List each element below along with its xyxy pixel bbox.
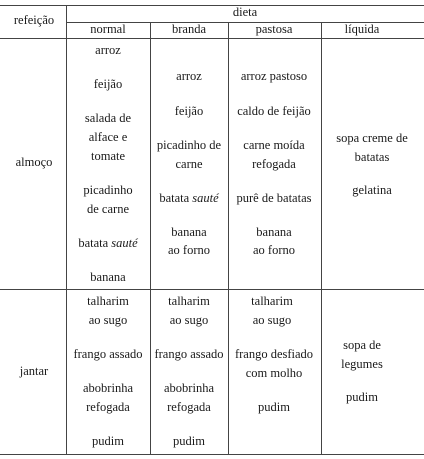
- cell-item: sopa de: [343, 338, 381, 352]
- cell-item: alface e: [88, 130, 128, 144]
- cell-item: feijão: [93, 77, 123, 91]
- cell-item: pudim: [173, 434, 205, 448]
- rule-almoco-bottom: [0, 289, 424, 290]
- cell-item: ao forno: [253, 243, 295, 257]
- header-refeicao: refeição: [13, 13, 55, 27]
- cell-item: banana: [90, 270, 126, 284]
- cell-item-italic: sauté: [111, 236, 138, 250]
- cell-item: frango assado: [73, 347, 143, 361]
- cell-item: abobrinha: [83, 381, 133, 395]
- cell-item-text: batata: [78, 236, 112, 250]
- cell-item: arroz pastoso: [240, 69, 308, 83]
- cell-item: banana: [256, 225, 292, 239]
- cell-item: carne: [175, 157, 203, 171]
- cell-item: com molho: [245, 366, 303, 380]
- cell-item: talharim: [168, 294, 210, 308]
- cell-item: refogada: [86, 400, 130, 414]
- cell-item: picadinho: [83, 183, 133, 197]
- cell-item: salada de: [84, 111, 132, 125]
- cell-item: pudim: [346, 390, 378, 404]
- rule-top: [0, 5, 424, 6]
- cell-item: carne moída: [243, 138, 305, 152]
- cell-item: legumes: [341, 357, 383, 371]
- cell-item: talharim: [251, 294, 293, 308]
- cell-item: gelatina: [352, 183, 392, 197]
- row-label-almoco: almoço: [15, 155, 53, 169]
- cell-item: feijão: [174, 104, 204, 118]
- cell-item: batatas: [354, 150, 390, 164]
- rule-bottom: [0, 454, 424, 455]
- cell-item: ao sugo: [169, 313, 209, 327]
- col-divider-refeicao: [66, 5, 67, 454]
- cell-item: pudim: [258, 400, 290, 414]
- cell-item: frango assado: [154, 347, 224, 361]
- cell-item: pudim: [92, 434, 124, 448]
- cell-item: [159, 189, 218, 208]
- cell-item: ao sugo: [252, 313, 292, 327]
- cell-item: purê de batatas: [236, 191, 312, 205]
- cell-item: refogada: [252, 157, 296, 171]
- cell-item: arroz: [95, 43, 121, 57]
- row-label-jantar: jantar: [19, 364, 49, 378]
- header-pastosa: pastosa: [255, 22, 293, 36]
- cell-item: caldo de feijão: [237, 104, 311, 118]
- cell-item: banana: [171, 225, 207, 239]
- header-dieta: dieta: [232, 5, 258, 19]
- cell-item: ao sugo: [88, 313, 128, 327]
- cell-item: abobrinha: [164, 381, 214, 395]
- cell-item: ao forno: [168, 243, 210, 257]
- col-divider-pastosa: [321, 22, 322, 454]
- cell-item: frango desfiado: [234, 347, 314, 361]
- header-normal: normal: [90, 22, 126, 36]
- cell-item-italic: sauté: [192, 191, 219, 205]
- col-divider-normal: [150, 22, 151, 454]
- header-liquida: líquida: [344, 22, 380, 36]
- cell-item: arroz: [176, 69, 202, 83]
- cell-item: de carne: [87, 202, 129, 216]
- cell-item: talharim: [87, 294, 129, 308]
- cell-item: [78, 234, 137, 253]
- col-divider-branda: [228, 22, 229, 454]
- cell-item-text: batata: [159, 191, 193, 205]
- cell-item: sopa creme de: [336, 131, 408, 145]
- header-branda: branda: [171, 22, 207, 36]
- cell-item: refogada: [167, 400, 211, 414]
- cell-item: picadinho de: [156, 138, 222, 152]
- cell-item: tomate: [90, 149, 126, 163]
